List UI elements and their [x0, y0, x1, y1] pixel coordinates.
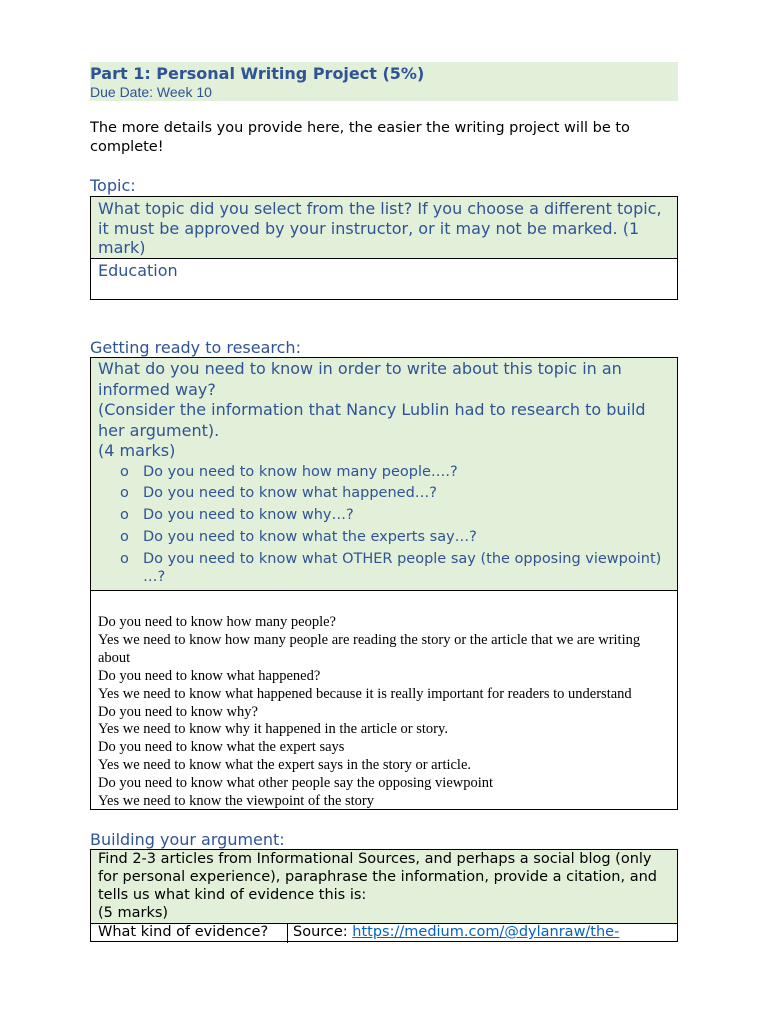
research-bullet-list — [98, 463, 670, 587]
answer-line: Yes we need to know how many people are reading the story or the article that we are writing about — [98, 631, 641, 666]
argument-instructions: Find 2-3 articles from Informational Sources, and perhaps a social blog (only for personal experience), paraphrase the information, provide a citation, and tells us what kind of evidence this is: — [98, 851, 657, 903]
answer-line: Do you need to know what happened? — [98, 667, 321, 684]
list-item: o Do you need to know what OTHER people say (the opposing viewpoint) …? — [120, 550, 662, 586]
research-question-note: (Consider the information that Nancy Lublin had to research to build her argument). — [98, 400, 646, 440]
source-label: Source: — [293, 924, 348, 940]
bullet-icon: o — [120, 485, 129, 502]
argument-marks: (5 marks) — [98, 905, 169, 921]
research-label: Getting ready to research: — [90, 338, 301, 357]
answer-line: Yes we need to know why it happened in the article or story. — [98, 721, 448, 738]
list-item: o Do you need to know why…? — [120, 507, 354, 524]
due-date: Due Date: Week 10 — [90, 84, 212, 100]
section-header — [90, 62, 678, 101]
source-link[interactable]: https://medium.com/@dylanraw/the- — [352, 924, 620, 940]
topic-answer-field[interactable]: Education — [90, 258, 678, 300]
answer-line: Do you need to know how many people? — [98, 614, 336, 630]
answer-line: Yes we need to know what the expert says in the story or article. — [98, 757, 472, 774]
bullet-icon: o — [120, 550, 129, 567]
research-answer-field[interactable] — [90, 590, 678, 810]
answer-line: Do you need to know what the expert says — [98, 739, 345, 756]
answer-line: Yes we need to know the viewpoint of the story — [98, 793, 375, 810]
bullet-icon: o — [120, 507, 129, 524]
research-question-text: What do you need to know in order to write about this topic in an informed way? — [98, 359, 622, 399]
argument-question — [90, 849, 678, 924]
answer-line: Yes we need to know what happened because it is really important for readers to understand — [98, 685, 632, 702]
source-cell[interactable] — [288, 924, 677, 941]
list-item: o Do you need to know what the experts say…? — [120, 528, 477, 545]
topic-question: What topic did you select from the list? If you choose a different topic, it must be approved by your instructor, or it may not be marked. (1 mark) — [90, 196, 678, 259]
bullet-icon: o — [120, 463, 129, 480]
argument-label: Building your argument: — [90, 830, 285, 849]
list-item: o Do you need to know how many people….? — [120, 463, 458, 480]
topic-label: Topic: — [90, 176, 136, 195]
answer-line: Do you need to know what other people say the opposing viewpoint — [98, 775, 494, 792]
research-question — [90, 357, 678, 591]
page-title: Part 1: Personal Writing Project (5%) — [90, 64, 425, 83]
answer-line: Do you need to know why? — [98, 703, 258, 720]
intro-paragraph: The more details you provide here, the easier the writing project will be to complete! — [90, 120, 630, 155]
list-item: o Do you need to know what happened…? — [120, 485, 437, 502]
bullet-icon: o — [120, 528, 129, 545]
evidence-type-cell[interactable]: What kind of evidence? — [91, 924, 288, 943]
research-marks: (4 marks) — [98, 441, 176, 460]
evidence-table-row — [90, 923, 678, 942]
